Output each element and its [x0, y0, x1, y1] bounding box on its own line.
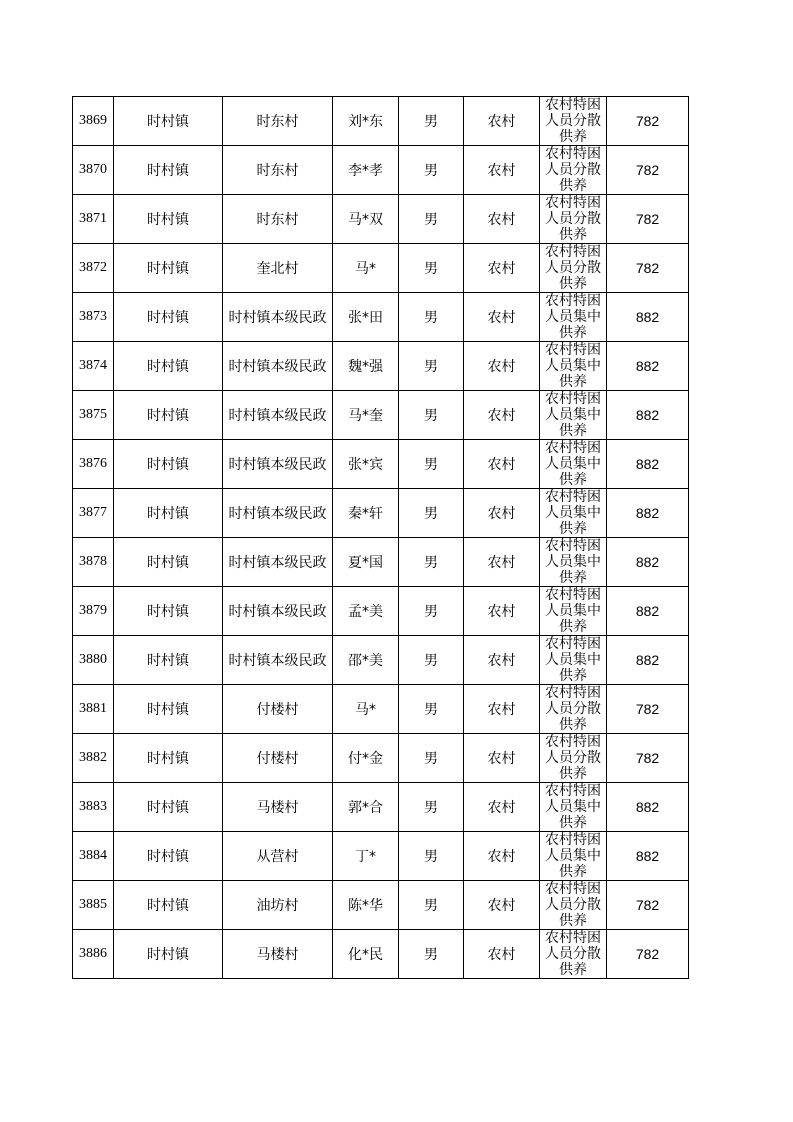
- table-row: [73, 146, 689, 195]
- town-cell: 时村镇: [114, 538, 223, 587]
- area-type-cell: 农村: [464, 293, 540, 342]
- record-number: 3879: [73, 587, 114, 636]
- gender-cell: 男: [399, 391, 464, 440]
- person-name-cell: 郭*合: [333, 783, 399, 832]
- assistance-category-cell: [540, 538, 607, 587]
- person-name-cell: 马*双: [333, 195, 399, 244]
- gender-cell: 男: [399, 244, 464, 293]
- amount-cell: 782: [607, 685, 689, 734]
- gender-cell: 男: [399, 930, 464, 979]
- amount-cell: 782: [607, 881, 689, 930]
- town-cell: 时村镇: [114, 881, 223, 930]
- village-cell: 油坊村: [223, 881, 333, 930]
- area-type-cell: 农村: [464, 244, 540, 293]
- table-row: [73, 440, 689, 489]
- record-number: 3885: [73, 881, 114, 930]
- village-cell: 时村镇本级民政: [223, 391, 333, 440]
- assistance-category-cell: [540, 587, 607, 636]
- table-row: [73, 489, 689, 538]
- person-name-cell: 夏*国: [333, 538, 399, 587]
- village-cell: 时村镇本级民政: [223, 440, 333, 489]
- town-cell: 时村镇: [114, 636, 223, 685]
- village-cell: 马楼村: [223, 930, 333, 979]
- assistance-category-cell: [540, 636, 607, 685]
- assistance-category-text: 农村特困人员分散供养: [545, 881, 601, 929]
- person-name-cell: 付*金: [333, 734, 399, 783]
- gender-cell: 男: [399, 293, 464, 342]
- table-row: [73, 685, 689, 734]
- town-cell: 时村镇: [114, 391, 223, 440]
- assistance-category-text: 农村特困人员集中供养: [545, 391, 601, 439]
- table-row: [73, 881, 689, 930]
- area-type-cell: 农村: [464, 391, 540, 440]
- assistance-category-text: 农村特困人员集中供养: [545, 832, 601, 880]
- town-cell: 时村镇: [114, 97, 223, 146]
- town-cell: 时村镇: [114, 587, 223, 636]
- roster-table: [72, 96, 689, 979]
- amount-cell: 882: [607, 783, 689, 832]
- record-number: 3877: [73, 489, 114, 538]
- gender-cell: 男: [399, 146, 464, 195]
- village-cell: 时村镇本级民政: [223, 587, 333, 636]
- gender-cell: 男: [399, 832, 464, 881]
- amount-cell: 782: [607, 734, 689, 783]
- village-cell: 奎北村: [223, 244, 333, 293]
- village-cell: 时东村: [223, 97, 333, 146]
- table-row: [73, 391, 689, 440]
- table-row: [73, 97, 689, 146]
- village-cell: 时村镇本级民政: [223, 489, 333, 538]
- record-number: 3872: [73, 244, 114, 293]
- table-row: [73, 783, 689, 832]
- amount-cell: 882: [607, 587, 689, 636]
- assistance-category-cell: [540, 195, 607, 244]
- table-row: [73, 636, 689, 685]
- assistance-category-cell: [540, 146, 607, 195]
- assistance-category-text: 农村特困人员分散供养: [545, 244, 601, 292]
- area-type-cell: 农村: [464, 636, 540, 685]
- assistance-category-cell: [540, 391, 607, 440]
- town-cell: 时村镇: [114, 342, 223, 391]
- village-cell: 时东村: [223, 195, 333, 244]
- village-cell: 时村镇本级民政: [223, 636, 333, 685]
- assistance-category-cell: [540, 440, 607, 489]
- gender-cell: 男: [399, 685, 464, 734]
- table-row: [73, 244, 689, 293]
- gender-cell: 男: [399, 440, 464, 489]
- assistance-category-cell: [540, 783, 607, 832]
- assistance-category-cell: [540, 342, 607, 391]
- town-cell: 时村镇: [114, 930, 223, 979]
- assistance-category-cell: [540, 685, 607, 734]
- record-number: 3869: [73, 97, 114, 146]
- record-number: 3880: [73, 636, 114, 685]
- amount-cell: 882: [607, 538, 689, 587]
- area-type-cell: 农村: [464, 832, 540, 881]
- record-number: 3870: [73, 146, 114, 195]
- amount-cell: 782: [607, 930, 689, 979]
- amount-cell: 882: [607, 342, 689, 391]
- amount-cell: 782: [607, 97, 689, 146]
- table-row: [73, 930, 689, 979]
- person-name-cell: 马*: [333, 685, 399, 734]
- record-number: 3881: [73, 685, 114, 734]
- assistance-category-text: 农村特困人员分散供养: [545, 146, 601, 194]
- person-name-cell: 张*宾: [333, 440, 399, 489]
- area-type-cell: 农村: [464, 881, 540, 930]
- amount-cell: 882: [607, 832, 689, 881]
- assistance-category-text: 农村特困人员分散供养: [545, 195, 601, 243]
- record-number: 3875: [73, 391, 114, 440]
- town-cell: 时村镇: [114, 832, 223, 881]
- record-number: 3878: [73, 538, 114, 587]
- amount-cell: 882: [607, 489, 689, 538]
- gender-cell: 男: [399, 489, 464, 538]
- area-type-cell: 农村: [464, 538, 540, 587]
- assistance-category-text: 农村特困人员集中供养: [545, 342, 601, 390]
- person-name-cell: 孟*美: [333, 587, 399, 636]
- table-row: [73, 734, 689, 783]
- assistance-category-text: 农村特困人员分散供养: [545, 685, 601, 733]
- gender-cell: 男: [399, 636, 464, 685]
- amount-cell: 782: [607, 195, 689, 244]
- gender-cell: 男: [399, 734, 464, 783]
- area-type-cell: 农村: [464, 930, 540, 979]
- roster-body: [73, 97, 689, 979]
- area-type-cell: 农村: [464, 97, 540, 146]
- area-type-cell: 农村: [464, 342, 540, 391]
- town-cell: 时村镇: [114, 146, 223, 195]
- town-cell: 时村镇: [114, 783, 223, 832]
- gender-cell: 男: [399, 783, 464, 832]
- assistance-category-cell: [540, 489, 607, 538]
- town-cell: 时村镇: [114, 489, 223, 538]
- table-row: [73, 832, 689, 881]
- record-number: 3886: [73, 930, 114, 979]
- person-name-cell: 丁*: [333, 832, 399, 881]
- town-cell: 时村镇: [114, 685, 223, 734]
- record-number: 3882: [73, 734, 114, 783]
- amount-cell: 882: [607, 293, 689, 342]
- amount-cell: 882: [607, 391, 689, 440]
- area-type-cell: 农村: [464, 783, 540, 832]
- village-cell: 时村镇本级民政: [223, 538, 333, 587]
- person-name-cell: 化*民: [333, 930, 399, 979]
- person-name-cell: 魏*强: [333, 342, 399, 391]
- area-type-cell: 农村: [464, 489, 540, 538]
- person-name-cell: 张*田: [333, 293, 399, 342]
- town-cell: 时村镇: [114, 734, 223, 783]
- record-number: 3884: [73, 832, 114, 881]
- table-row: [73, 538, 689, 587]
- assistance-category-text: 农村特困人员分散供养: [545, 734, 601, 782]
- assistance-category-cell: [540, 930, 607, 979]
- assistance-category-cell: [540, 832, 607, 881]
- village-cell: 马楼村: [223, 783, 333, 832]
- assistance-category-text: 农村特困人员集中供养: [545, 440, 601, 488]
- gender-cell: 男: [399, 587, 464, 636]
- town-cell: 时村镇: [114, 195, 223, 244]
- area-type-cell: 农村: [464, 587, 540, 636]
- table-row: [73, 195, 689, 244]
- record-number: 3873: [73, 293, 114, 342]
- assistance-category-cell: [540, 244, 607, 293]
- assistance-category-text: 农村特困人员集中供养: [545, 636, 601, 684]
- person-name-cell: 马*: [333, 244, 399, 293]
- assistance-category-text: 农村特困人员分散供养: [545, 930, 601, 978]
- area-type-cell: 农村: [464, 195, 540, 244]
- table-row: [73, 342, 689, 391]
- table-row: [73, 587, 689, 636]
- amount-cell: 882: [607, 636, 689, 685]
- gender-cell: 男: [399, 195, 464, 244]
- assistance-category-text: 农村特困人员集中供养: [545, 783, 601, 831]
- person-name-cell: 陈*华: [333, 881, 399, 930]
- record-number: 3876: [73, 440, 114, 489]
- area-type-cell: 农村: [464, 685, 540, 734]
- person-name-cell: 邵*美: [333, 636, 399, 685]
- town-cell: 时村镇: [114, 244, 223, 293]
- village-cell: 时东村: [223, 146, 333, 195]
- record-number: 3874: [73, 342, 114, 391]
- person-name-cell: 秦*轩: [333, 489, 399, 538]
- area-type-cell: 农村: [464, 146, 540, 195]
- gender-cell: 男: [399, 342, 464, 391]
- person-name-cell: 刘*东: [333, 97, 399, 146]
- amount-cell: 782: [607, 244, 689, 293]
- village-cell: 从营村: [223, 832, 333, 881]
- assistance-category-text: 农村特困人员集中供养: [545, 293, 601, 341]
- village-cell: 付楼村: [223, 734, 333, 783]
- amount-cell: 882: [607, 440, 689, 489]
- village-cell: 时村镇本级民政: [223, 293, 333, 342]
- area-type-cell: 农村: [464, 440, 540, 489]
- area-type-cell: 农村: [464, 734, 540, 783]
- gender-cell: 男: [399, 538, 464, 587]
- person-name-cell: 马*奎: [333, 391, 399, 440]
- assistance-category-text: 农村特困人员分散供养: [545, 97, 601, 145]
- village-cell: 时村镇本级民政: [223, 342, 333, 391]
- record-number: 3871: [73, 195, 114, 244]
- assistance-category-cell: [540, 881, 607, 930]
- assistance-category-text: 农村特困人员集中供养: [545, 538, 601, 586]
- assistance-category-text: 农村特困人员集中供养: [545, 489, 601, 537]
- assistance-category-cell: [540, 293, 607, 342]
- assistance-category-cell: [540, 734, 607, 783]
- person-name-cell: 李*孝: [333, 146, 399, 195]
- gender-cell: 男: [399, 97, 464, 146]
- town-cell: 时村镇: [114, 293, 223, 342]
- assistance-category-text: 农村特困人员集中供养: [545, 587, 601, 635]
- table-row: [73, 293, 689, 342]
- assistance-category-cell: [540, 97, 607, 146]
- record-number: 3883: [73, 783, 114, 832]
- town-cell: 时村镇: [114, 440, 223, 489]
- gender-cell: 男: [399, 881, 464, 930]
- amount-cell: 782: [607, 146, 689, 195]
- village-cell: 付楼村: [223, 685, 333, 734]
